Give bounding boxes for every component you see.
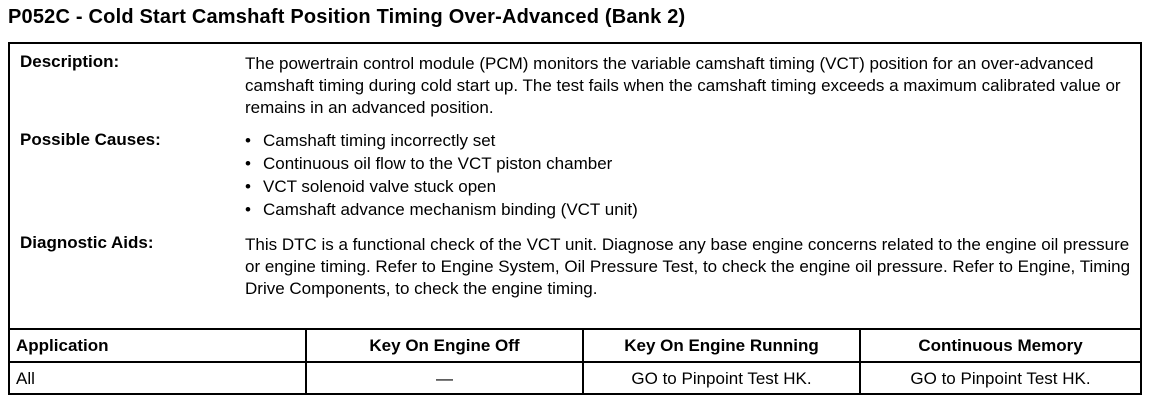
cause-item: • Camshaft timing incorrectly set: [245, 131, 496, 150]
header-continuous-memory: Continuous Memory: [860, 329, 1140, 362]
table-row: [10, 362, 1140, 395]
cell-key-on-engine-off: —: [306, 362, 583, 395]
page-title: P052C - Cold Start Camshaft Position Timing Over-Advanced (Bank 2): [8, 6, 686, 28]
possible-causes-list: [245, 129, 638, 221]
header-key-on-engine-running: Key On Engine Running: [583, 329, 860, 362]
cell-key-on-engine-running: GO to Pinpoint Test HK.: [583, 362, 860, 395]
application-table: [10, 328, 1140, 395]
dtc-info-box: [8, 42, 1142, 395]
description-label: Description:: [20, 52, 120, 71]
table-header-row: [10, 329, 1140, 362]
diagnostic-aids-text: This DTC is a functional check of the VCT unit. Diagnose any base engine concerns related to the engine oil pressure or engine timing. Refer to Engine System, Oil Pressure Test, to check the engine oil pressure. Refer to Engine, Timing Drive Components, to check the engine timing.: [245, 235, 1131, 298]
cell-continuous-memory: GO to Pinpoint Test HK.: [860, 362, 1140, 395]
possible-causes-label: Possible Causes:: [20, 130, 161, 149]
cause-item: • Camshaft advance mechanism binding (VCT unit): [245, 200, 638, 219]
cause-item: • Continuous oil flow to the VCT piston chamber: [245, 154, 613, 173]
cell-application: All: [10, 362, 306, 395]
diagnostic-aids-label: Diagnostic Aids:: [20, 233, 154, 252]
cause-item: • VCT solenoid valve stuck open: [245, 177, 497, 196]
header-key-on-engine-off: Key On Engine Off: [306, 329, 583, 362]
header-application: Application: [10, 329, 306, 362]
description-text: The powertrain control module (PCM) monitors the variable camshaft timing (VCT) position for an over-advanced camshaft timing during cold start up. The test fails when the camshaft timing exceeds a maximum calibrated value or remains in an advanced position.: [245, 54, 1121, 117]
